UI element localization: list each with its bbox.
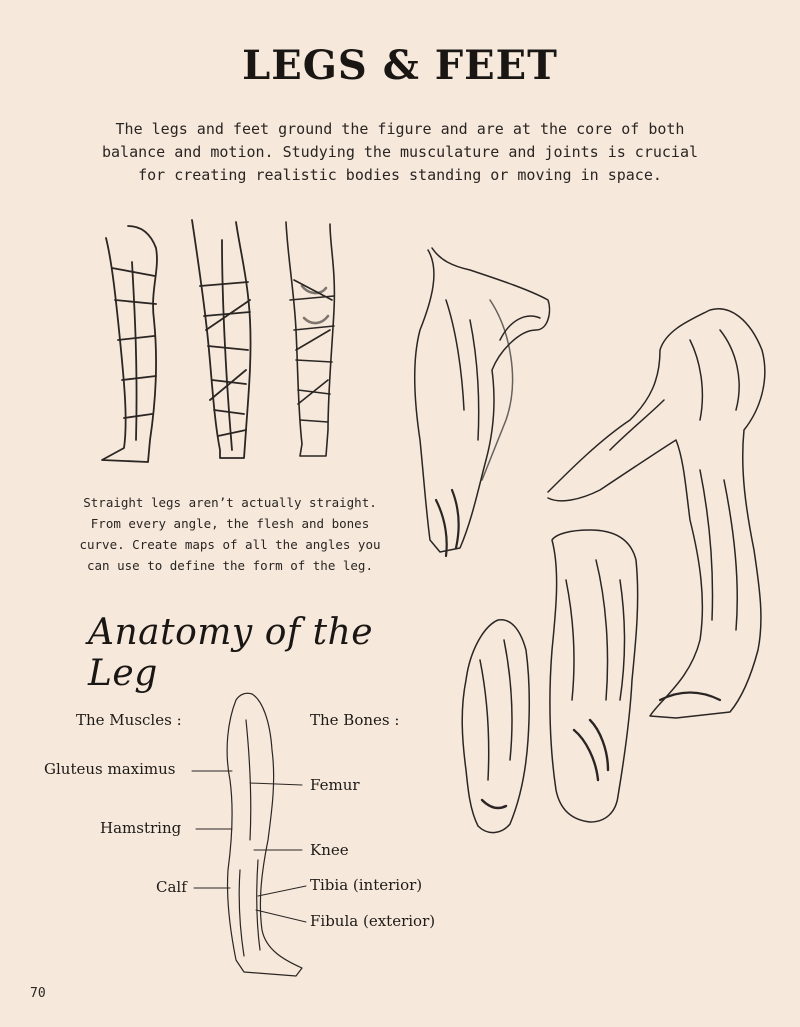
- label-knee: Knee: [310, 841, 349, 859]
- small-leg-sketch: [462, 620, 529, 833]
- intro-paragraph: The legs and feet ground the figure and are at the core of both balance and motion. Studying the musculature and joints is crucial for creating realistic bodies standing or moving in space.: [101, 120, 699, 184]
- leg-map-front-view: [192, 220, 251, 458]
- leg-map-shaded-view: [286, 222, 334, 456]
- label-calf: Calf: [156, 878, 187, 896]
- lower-leg-sketch: [550, 530, 638, 822]
- leg-maps-caption: Straight legs aren’t actually straight. From every angle, the flesh and bones curve. Create maps of all the angles you can use to define the form of the leg.: [79, 495, 381, 573]
- bones-heading: The Bones :: [310, 711, 400, 729]
- page-title: LEGS & FEET: [242, 42, 558, 89]
- label-hamstring: Hamstring: [100, 819, 182, 837]
- anatomy-heading: Anatomy of the Leg: [88, 612, 374, 694]
- leg-map-side-view: [102, 226, 157, 462]
- anatomy-leg-diagram: [227, 693, 302, 976]
- label-tibia: Tibia (interior): [310, 876, 423, 894]
- label-femur: Femur: [310, 776, 360, 794]
- striding-leg-sketch: [548, 309, 765, 718]
- label-fibula: Fibula (exterior): [310, 912, 436, 930]
- anatomy-leader-lines: [192, 771, 306, 922]
- muscles-heading: The Muscles :: [76, 711, 182, 729]
- bent-leg-sketch: [415, 248, 550, 556]
- page-number: 70: [30, 986, 46, 1001]
- label-gluteus-maximus: Gluteus maximus: [44, 760, 176, 778]
